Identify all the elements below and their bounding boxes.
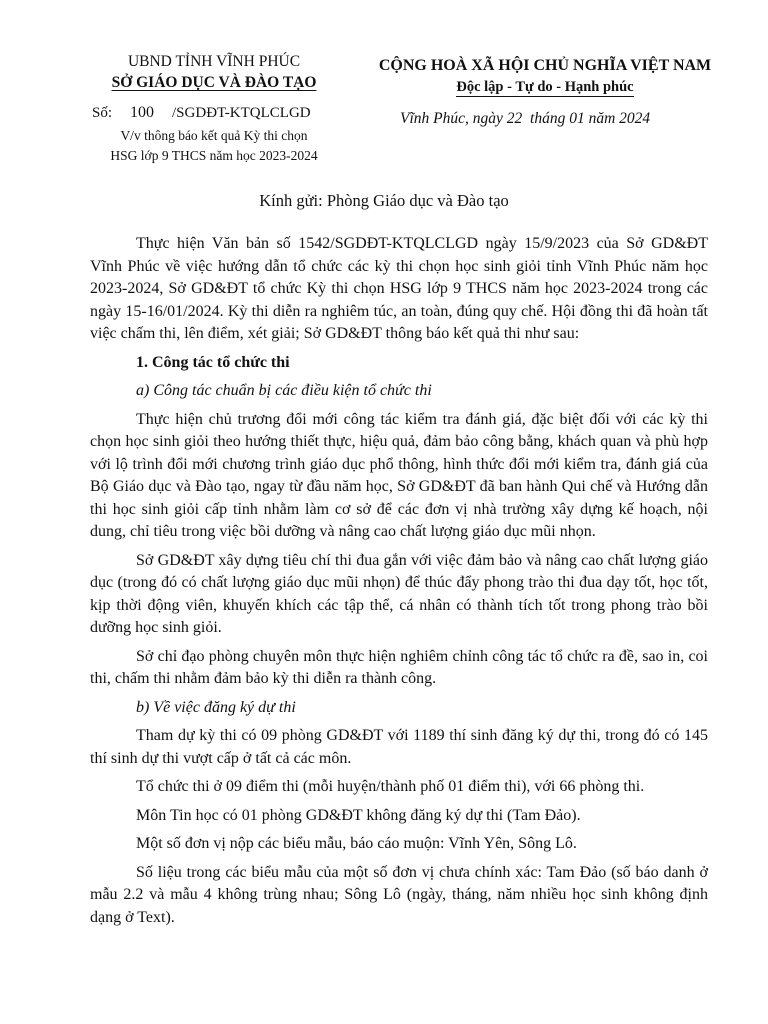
paragraph-8: Số liệu trong các biểu mẫu của một số đơn vị chưa chính xác: Tam Đảo (số báo danh ở mẫu 2.2 và mẫu 4 không trùng nhau; Sông Lô (ngày, tháng, năm nhiều học sinh không định dạng ở Text). [90,863,708,926]
document-date [400,110,650,128]
document-body [90,233,708,935]
paragraph-3: Sở chỉ đạo phòng chuyên môn thực hiện nghiêm chỉnh công tác tổ chức ra đề, sao in, coi thi, chấm thi nhằm đảm bảo kỳ thi diễn ra thành công. [90,647,708,687]
subject-line-1: V/v thông báo kết quả Kỳ thi chọn [120,128,308,143]
issuer-department: SỞ GIÁO DỤC VÀ ĐÀO TẠO [111,74,317,91]
section-1a-title: a) Công tác chuẩn bị các điều kiện tổ chức thi [136,382,432,399]
document-number-value: 100 [130,104,155,121]
paragraph-1: Thực hiện chủ trương đổi mới công tác kiểm tra đánh giá, đặc biệt đối với các kỳ thi chọn học sinh giỏi theo hướng thiết thực, hiệu quả, đảm bảo công bằng, khách quan và phù hợp với lộ trình đổi mới chương trình giáo dục phổ thông, hình thức đổi mới kiểm tra, đánh giá của Bộ Giáo dục và Đào tạo, ngay từ đầu năm học, Sở GD&ĐT đã ban hành Qui chế và Hướng dẫn thi học sinh giỏi cấp tỉnh nhằm làm cơ sở để các đơn vị nhà trường xây dựng kế hoạch, nội dung, chỉ tiêu trong việc bồi dưỡng và nâng cao chất lượng giáo dục mũi nhọn. [90,410,708,540]
national-title: CỘNG HOÀ XÃ HỘI CHỦ NGHĨA VIỆT NAM [378,57,712,74]
paragraph-7: Một số đơn vị nộp các biểu mẫu, báo cáo muộn: Vĩnh Yên, Sông Lô. [136,835,577,852]
section-1-title: 1. Công tác tổ chức thi [136,353,290,371]
document-number [92,104,311,122]
document-number-suffix: /SGDĐT-KTQLCLGD [172,105,311,121]
recipient-line: Kính gửi: Phòng Giáo dục và Đào tạo [259,191,509,210]
section-1b-title: b) Về việc đăng ký dự thi [136,698,296,716]
document-number-prefix: Số: [92,105,113,121]
date-rest: tháng 01 năm 2024 [530,110,651,127]
issuer-authority: UBND TỈNH VĨNH PHÚC [127,53,301,70]
date-day: 22 [506,110,523,127]
national-motto: Độc lập - Tự do - Hạnh phúc [456,79,634,95]
paragraph-6: Môn Tin học có 01 phòng GD&ĐT không đăng ký dự thi (Tam Đảo). [136,806,581,824]
paragraph-2: Sở GD&ĐT xây dựng tiêu chí thi đua gắn với việc đảm bảo và nâng cao chất lượng giáo dục (trong đó có chất lượng giáo dục mũi nhọn) để thúc đẩy phong trào thi đua dạy tốt, học tốt, kịp thời động viên, khuyến khích các tập thể, cá nhân có thành tích tốt trong phong trào bồi dưỡng học sinh giỏi. [90,551,708,636]
intro-paragraph: Thực hiện Văn bản số 1542/SGDĐT-KTQLCLGD ngày 15/9/2023 của Sở GD&ĐT Vĩnh Phúc về việc hướng dẫn tổ chức các kỳ thi chọn học sinh giỏi tỉnh Vĩnh Phúc năm học 2023-2024, Sở GD&ĐT tổ chức Kỳ thi chọn HSG lớp 9 THCS năm học 2023-2024 trong các ngày 15-16/01/2024. Kỳ thi diễn ra nghiêm túc, an toàn, đúng quy chế. Hội đồng thi đã hoàn tất việc chấm thi, lên điểm, xét giải; Sở GD&ĐT thông báo kết quả thi như sau: [90,235,708,342]
date-prefix: Vĩnh Phúc, ngày [400,110,503,127]
subject-line-2: HSG lớp 9 THCS năm học 2023-2024 [110,148,318,163]
paragraph-5: Tổ chức thi ở 09 điểm thi (mỗi huyện/thành phố 01 điểm thi), với 66 phòng thi. [136,778,645,795]
document-subject [84,126,344,166]
paragraph-4: Tham dự kỳ thi có 09 phòng GD&ĐT với 1189 thí sinh đăng ký dự thi, trong đó có 145 thí sinh dự thi vượt cấp ở tất cả các môn. [90,727,708,767]
document-header [0,52,768,172]
